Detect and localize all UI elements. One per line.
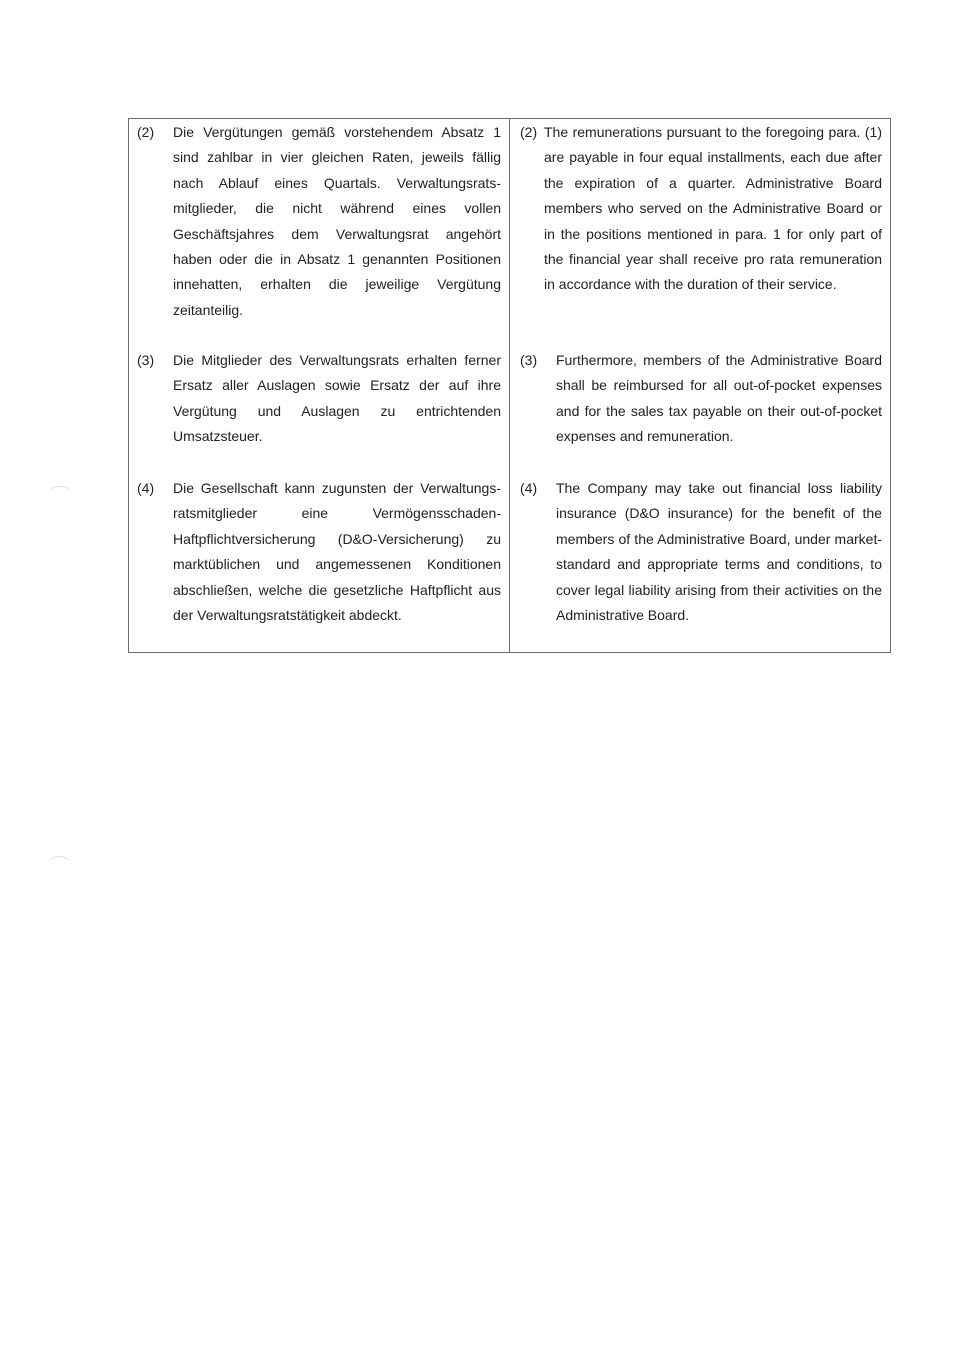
paragraph-number-en: (4) (520, 480, 538, 496)
paragraph-text-de: Die Mitglieder des Verwaltungsrats erhalten ferner Ersatz aller Auslagen sowie Ersatz der auf ihre Vergütung und Auslagen zu entrichtenden Umsatzsteuer. (173, 352, 501, 445)
table-row (129, 119, 891, 348)
table-row (129, 347, 891, 475)
paragraph-number-de: (4) (137, 480, 155, 496)
english-cell (510, 347, 891, 475)
paragraph-text-de: Die Gesellschaft kann zugunsten der Verwaltungs-ratsmitglieder eine Vermögensschaden-Haftpflichtversicherung (D&O-Versicherung) zu marktüblichen und angemessenen Konditionen abschließen, welche die gesetzliche Haftpflicht aus der Verwaltungsratstätigkeit abdeckt. (173, 480, 501, 624)
paragraph-text-en: Furthermore, members of the Administrative Board shall be reimbursed for all out-of-pocket expenses and for the sales tax payable on their out-of-pocket expenses and remuneration. (556, 352, 882, 445)
scan-artifact-mark (46, 856, 72, 877)
scan-artifact-mark (48, 486, 72, 505)
paragraph-number-en: (2) (520, 124, 538, 140)
paragraph-number-de: (2) (137, 124, 155, 140)
paragraph-number-de: (3) (137, 352, 155, 368)
paragraph-text-de: Die Vergütungen gemäß vorstehendem Absatz 1 sind zahlbar in vier gleichen Raten, jeweils fällig nach Ablauf eines Quartals. Verwaltungsrats-mitglieder, die nicht während eines vollen Geschäftsjahres dem Verwaltungsrat angehört haben oder die in Absatz 1 genannten Positionen innehatten, erhalten die jeweilige Vergütung zeitanteilig. (173, 124, 501, 318)
table-row (129, 475, 891, 653)
german-cell (129, 347, 510, 475)
english-cell (510, 119, 891, 348)
german-cell (129, 475, 510, 653)
paragraph-text-en: The Company may take out financial loss liability insurance (D&O insurance) for the benefit of the members of the Administrative Board, under market-standard and appropriate terms and conditions, to cover legal liability arising from their activities on the Administrative Board. (556, 480, 882, 624)
paragraph-number-en: (3) (520, 352, 538, 368)
paragraph-text-en: The remunerations pursuant to the foregoing para. (1) are payable in four equal installments, each due after the expiration of a quarter. Administrative Board members who served on the Administrative Board or in the positions mentioned in para. 1 for only part of the financial year shall receive pro rata remuneration in accordance with the duration of their service. (544, 124, 882, 293)
english-cell (510, 475, 891, 653)
german-cell (129, 119, 510, 348)
bilingual-articles-table (128, 118, 891, 653)
